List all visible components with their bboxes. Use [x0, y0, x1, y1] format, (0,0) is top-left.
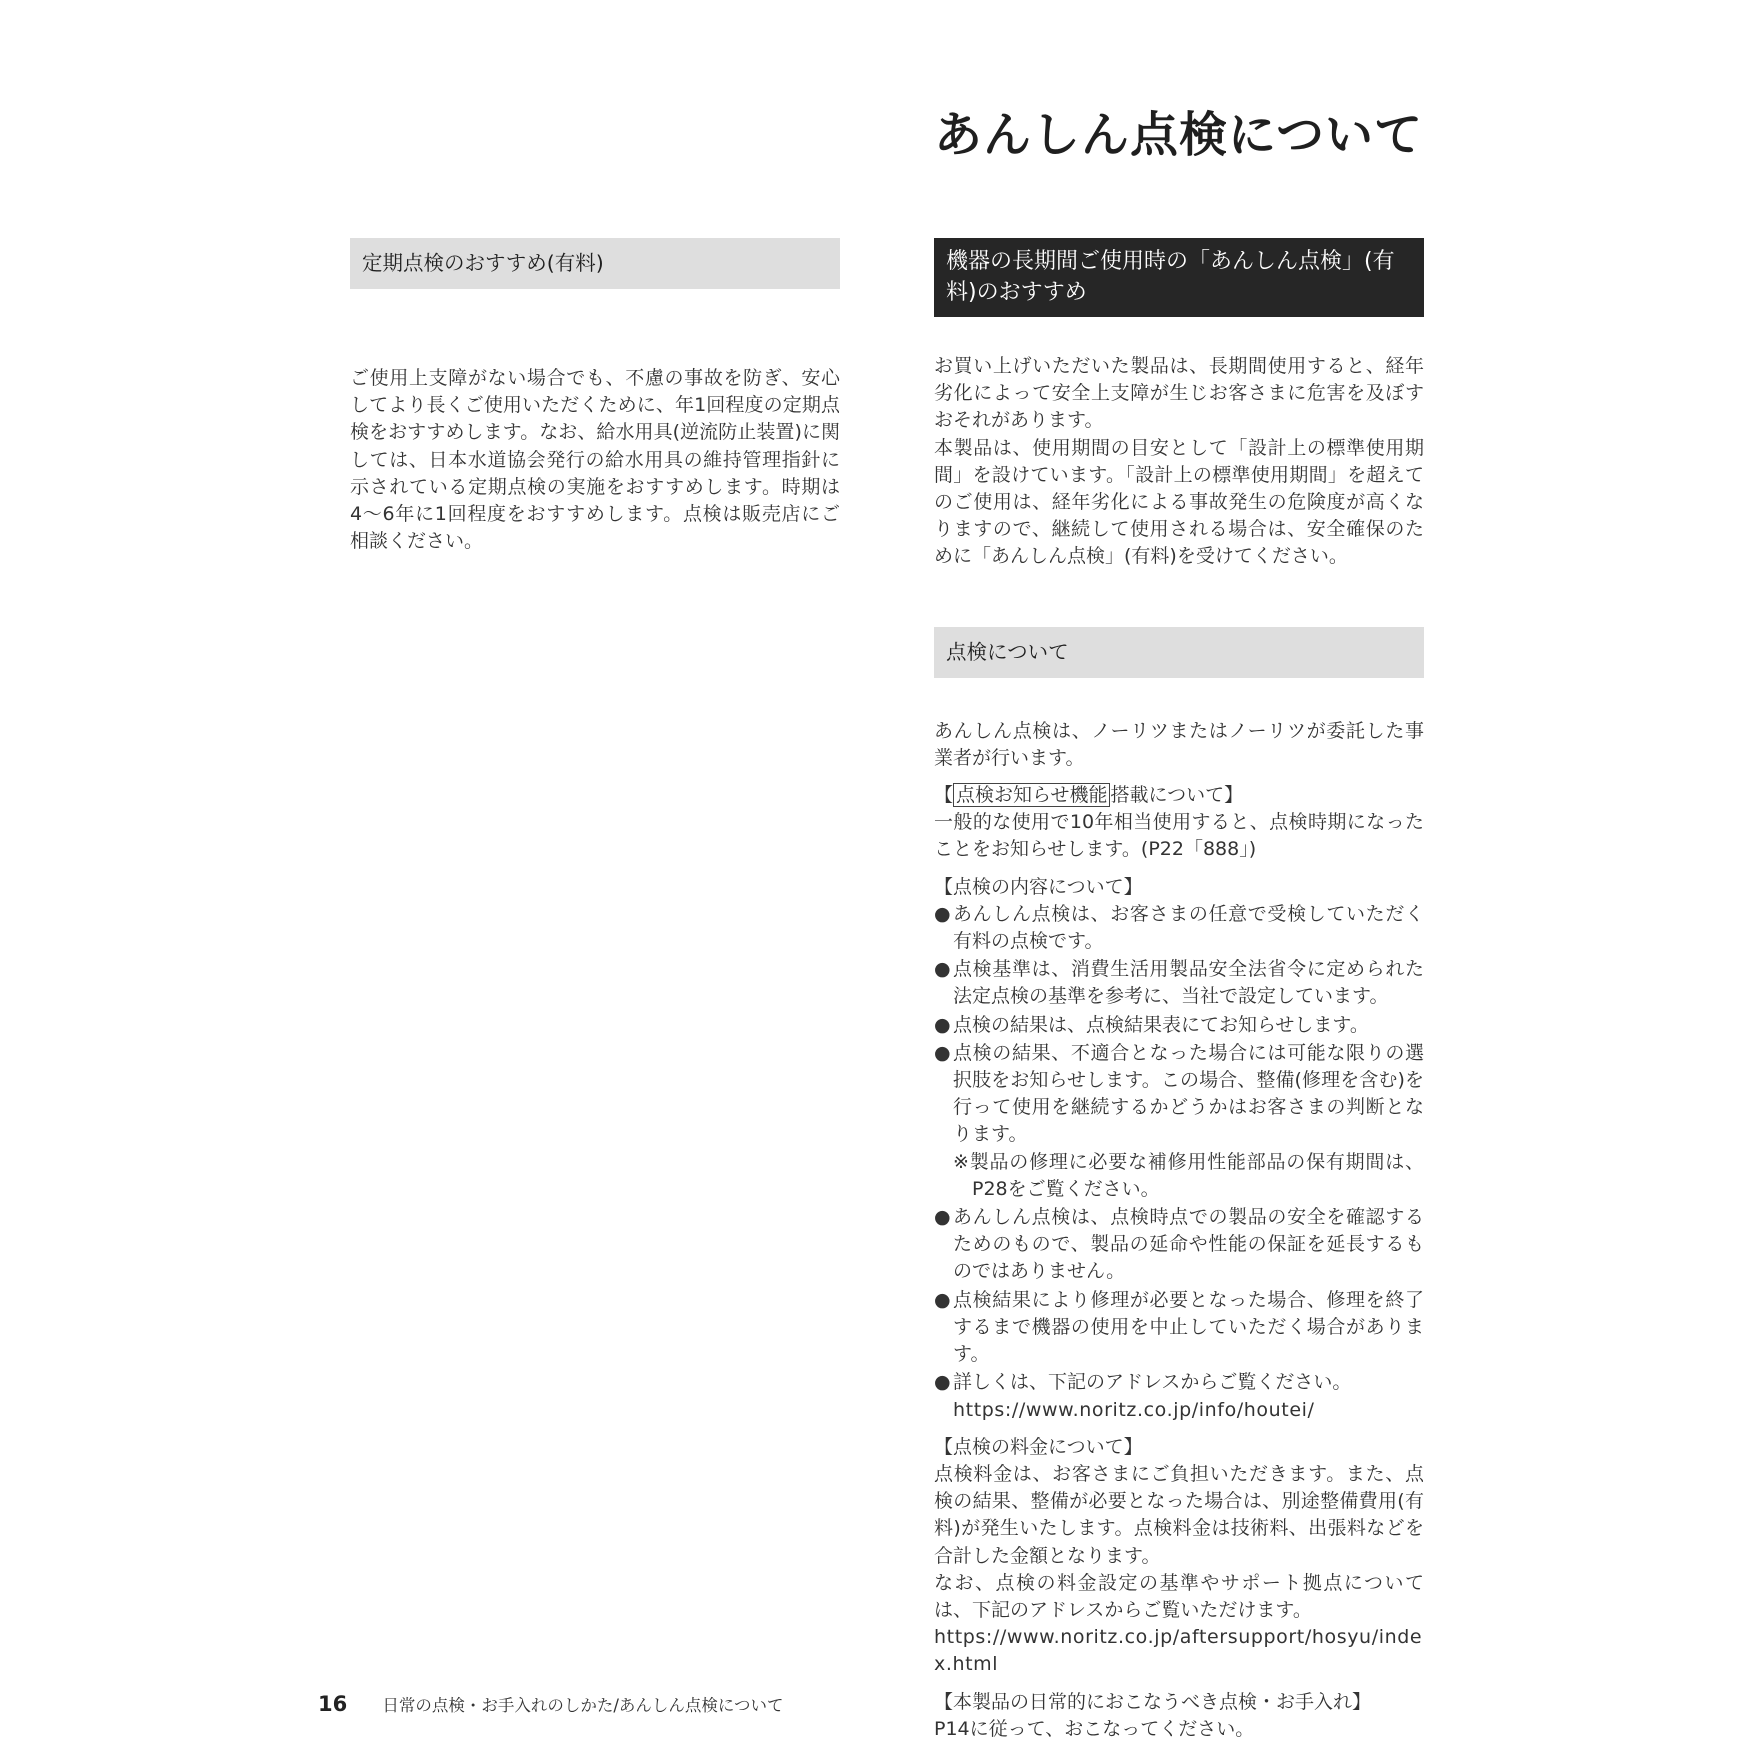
- houtei-info-link[interactable]: https://www.noritz.co.jp/info/houtei/: [953, 1398, 1315, 1421]
- footer-breadcrumb: 日常の点検・お手入れのしかた/あんしん点検について: [382, 1696, 784, 1715]
- bracket-open: 【: [934, 784, 954, 807]
- daily-care-body: P14に従って、おこなってください。: [934, 1717, 1255, 1740]
- notice-heading-rest: 搭載について】: [1110, 784, 1244, 807]
- inspection-fee-body-2: なお、点検の料金設定の基準やサポート拠点については、下記のアドレスからご覧いただけます。: [934, 1571, 1424, 1621]
- page-title: あんしん点検について: [934, 107, 1424, 163]
- bullet-icon: ●: [934, 1288, 951, 1311]
- bullet-icon: ●: [934, 1371, 951, 1394]
- list-item: ● 点検の結果は、点検結果表にてお知らせします。: [934, 1012, 1424, 1039]
- page-footer: [318, 1692, 784, 1716]
- list-item: ● 点検基準は、消費生活用製品安全法省令に定められた法定点検の基準を参考に、当社で設定しています。: [934, 958, 1424, 1008]
- inspection-content-heading: 【点検の内容について】: [934, 875, 1143, 898]
- aging-warning-text: お買い上げいただいた製品は、長期間使用すると、経年劣化によって安全上支障が生じお客さまに危害を及ぼすおそれがあります。: [934, 355, 1424, 432]
- inspection-content-list: [934, 901, 1424, 1424]
- page-number: 16: [318, 1692, 348, 1716]
- long-term-inspection-heading: 機器の長期間ご使用時の「あんしん点検」(有料)のおすすめ: [934, 238, 1424, 317]
- daily-care-heading: 【本製品の日常的におこなうべき点検・お手入れ】: [934, 1690, 1372, 1713]
- list-item: ● あんしん点検は、点検時点での製品の安全を確認するためのもので、製品の延命や性能の保証を延長するものではありません。: [934, 1206, 1424, 1283]
- inspection-intro: あんしん点検は、ノーリツまたはノーリツが委託した事業者が行います。: [934, 719, 1424, 769]
- bullet-icon: ●: [934, 1013, 951, 1036]
- notice-function-body: 一般的な使用で10年相当使用すると、点検時期になったことをお知らせします。(P22「888」): [934, 811, 1424, 861]
- inspection-fee-body: 点検料金は、お客さまにご負担いただきます。また、点検の結果、整備が必要となった場合は、別途整備費用(有料)が発生いたします。点検料金は技術料、出張料などを合計した金額となります。: [934, 1462, 1424, 1567]
- about-inspection-heading: 点検について: [934, 627, 1424, 678]
- notice-function-heading: [934, 782, 1424, 809]
- bullet-icon: ●: [934, 1206, 951, 1229]
- list-item: ● 点検結果により修理が必要となった場合、修理を終了するまで機器の使用を中止していただく場合があります。: [934, 1288, 1424, 1366]
- list-item: ● 点検の結果、不適合となった場合には可能な限りの選択肢をお知らせします。この場合、整備(修理を含む)を行って使用を継続するかどうかはお客さまの判断となります。 ※製品の修理に必要な補修用性能部品の保有期間は、P28をご覧ください。: [934, 1040, 1424, 1203]
- periodic-inspection-body: ご使用上支障がない場合でも、不慮の事故を防ぎ、安心してより長くご使用いただくために、年1回程度の定期点検をおすすめします。なお、給水用具(逆流防止装置)に関しては、日本水道協会発行の給水用具の維持管理指針に示されている定期点検の実施をおすすめします。時期は4〜6年に1回程度をおすすめします。点検は販売店にご相談ください。: [350, 367, 840, 553]
- bullet-icon: ●: [934, 902, 951, 925]
- long-term-inspection-body: [934, 353, 1424, 571]
- about-inspection-body: [934, 718, 1424, 1743]
- left-column: [350, 238, 840, 555]
- standard-usage-period-text: 本製品は、使用期間の目安として「設計上の標準使用期間」を設けています。「設計上の標準使用期間」を超えてのご使用は、経年劣化による事故発生の危険度が高くなりますので、継続して使用される場合は、安全確保のために「あんしん点検」(有料)を受けてください。: [934, 436, 1424, 568]
- bullet-icon: ●: [934, 958, 951, 981]
- inspection-fee-heading: 【点検の料金について】: [934, 1435, 1143, 1458]
- aftersupport-link[interactable]: https://www.noritz.co.jp/aftersupport/hosyu/index.html: [934, 1626, 1423, 1676]
- bullet-icon: ●: [934, 1041, 951, 1064]
- periodic-inspection-heading: 定期点検のおすすめ(有料): [350, 238, 840, 289]
- notice-function-label: 点検お知らせ機能: [953, 783, 1110, 807]
- right-column: [934, 238, 1424, 1743]
- parts-retention-note: ※製品の修理に必要な補修用性能部品の保有期間は、P28をご覧ください。: [953, 1150, 1424, 1200]
- list-item: ● あんしん点検は、お客さまの任意で受検していただく有料の点検です。: [934, 902, 1424, 953]
- list-item: ● 詳しくは、下記のアドレスからご覧ください。 https://www.noritz.co.jp/info/houtei/: [934, 1369, 1424, 1423]
